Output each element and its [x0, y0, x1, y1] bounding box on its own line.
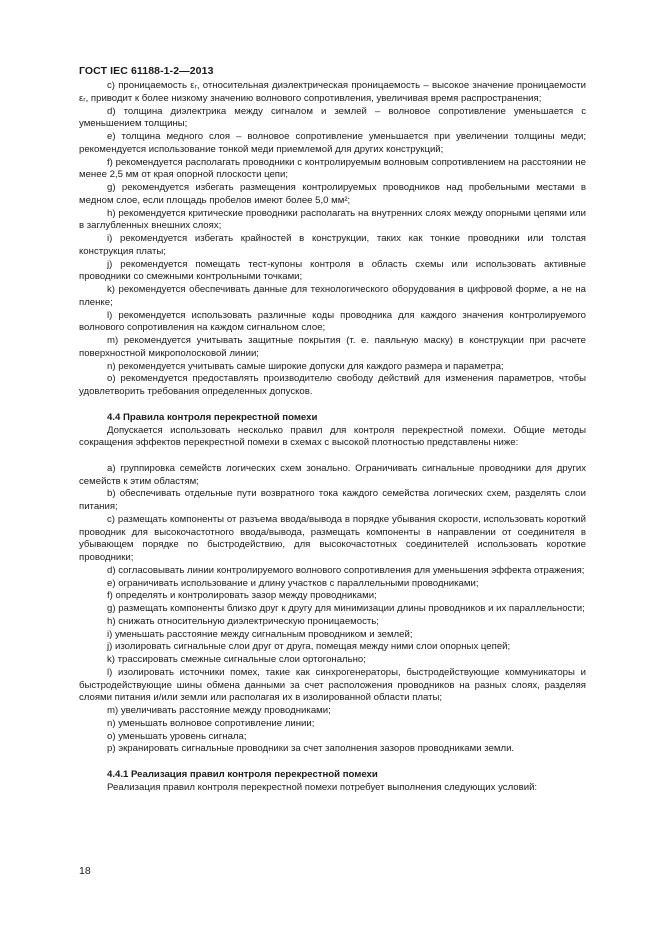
list1-item-e: e) толщина медного слоя – волновое сопротивление уменьшается при увеличении толщины меди; рекомендуется использование тонкой меди приемлемой для других конструкций; — [79, 131, 586, 155]
section-4-4-1-intro: Реализация правил контроля перекрестной помехи потребует выполнения следующих условий: — [107, 781, 538, 793]
list2-item-i: i) уменьшать расстояние между сигнальным проводником и землей; — [107, 628, 413, 640]
list1-item-m: m) рекомендуется учитывать защитные покрытия (т. е. паяльную маску) в конструкции при расчете поверхностной микрополосковой линии; — [79, 335, 586, 359]
list2-item-h: h) снижать относительную диэлектрическую проницаемость; — [107, 615, 379, 627]
list2-item-p: p) экранировать сигнальные проводники за счет заполнения зазоров проводниками земли. — [107, 743, 515, 755]
document-body — [79, 80, 586, 795]
list2-item-o: o) уменьшать уровень сигнала; — [107, 730, 247, 742]
list2-item-f: f) определять и контролировать зазор между проводниками; — [107, 590, 377, 602]
section-4-4-title: 4.4 Правила контроля перекрестной помехи — [107, 411, 318, 423]
page-number: 18 — [79, 865, 91, 877]
list2-item-a: a) группировка семейств логических схем зонально. Ограничивать сигнальные проводники для других семейств к этим областям; — [79, 462, 586, 487]
section-4-4-intro: Допускается использовать несколько правил для контроля перекрестной помехи. Общие методы сокращения эффектов перекрестной помехи в схемах с высокой плотностью представлены ниже: — [79, 424, 586, 449]
list1-item-d: d) толщина диэлектрика между сигналом и землей – волновое сопротивление уменьшается с уменьшением толщины; — [79, 105, 586, 130]
document-header: ГОСТ IEC 61188-1-2—2013 — [79, 65, 214, 77]
list1-item-l: l) рекомендуется использовать различные коды проводника для каждого значения контролируемого волнового сопротивления на каждом сигнальном слое; — [79, 309, 586, 334]
list2-item-b: b) обеспечивать отдельные пути возвратного тока каждого семейства логических схем, разделять слои питания; — [79, 488, 586, 512]
list1-item-c: c) проницаемость εᵣ, относительная диэлектрическая проницаемость – высокое значение проницаемости εᵣ, приводит к более низкому значению волнового сопротивления, увеличивая время распространения; — [79, 80, 586, 104]
list2-item-d: d) согласовывать линии контролируемого волнового сопротивления для уменьшения эффекта отражения; — [107, 564, 585, 576]
section-4-4-1-title: 4.4.1 Реализация правил контроля перекрестной помехи — [107, 769, 378, 780]
list1-item-k: k) рекомендуется обеспечивать данные для технологического оборудования в цифровой форме, а не на пленке; — [79, 284, 586, 308]
list1-item-h: h) рекомендуется критические проводники располагать на внутренних слоях между опорными цепями или в заглубленных внешних слоях; — [79, 207, 586, 232]
list2-item-l: l) изолировать источники помех, такие как синхрогенераторы, быстродействующие коммуникаторы и быстродействующие шины обмена данными за счет расположения проводников на разных слоях, разделяя слоями питания и/или земли или располагая их в изолированной области платы; — [79, 666, 586, 704]
list2-item-k: k) трассировать смежные сигнальные слои ортогонально; — [107, 654, 366, 665]
list1-item-g: g) рекомендуется избегать размещения контролируемых проводников над пробельными местами в медном слое, если площадь пробелов имеют более 5,0 мм²; — [79, 182, 586, 206]
list2-item-e: e) ограничивать использование и длину участков с параллельными проводниками; — [107, 577, 479, 589]
list2-item-g: g) размещать компоненты близко друг к другу для минимизации длины проводников и их параллельности; — [107, 603, 585, 614]
list2-item-n: n) уменьшать волновое сопротивление линии; — [107, 717, 315, 729]
list2-item-c: c) размещать компоненты от разъема ввода/вывода в порядке убывания скорости, использовать короткий проводник для высокочастотного ввода/вывода, размещать компоненты в направлении от соединителя в убывающем порядке по быстродействию, для высокочастотных соединителей использовать короткие проводники; — [79, 513, 586, 563]
list1-item-n: n) рекомендуется учитывать самые широкие допуски для каждого размера и параметра; — [107, 360, 504, 372]
list1-item-j: j) рекомендуется помещать тест-купоны контроля в область схемы или использовать активные проводники со смежными контрольными точками; — [79, 258, 586, 283]
list2-item-m: m) увеличивать расстояние между проводниками; — [107, 705, 331, 716]
list1-item-o: o) рекомендуется предоставлять производителю свободу действий для изменения параметров, чтобы удовлетворить требования определенных допусков. — [79, 373, 586, 397]
list1-item-f: f) рекомендуется располагать проводники с контролируемым волновым сопротивлением на расстоянии не менее 2,5 мм от края опорной плоскости цепи; — [79, 156, 586, 181]
list2-item-j: j) изолировать сигнальные слои друг от друга, помещая между ними слои опорных цепей; — [107, 641, 511, 653]
list1-item-i: i) рекомендуется избегать крайностей в конструкции, таких как тонкие проводники или толстая конструкция платы; — [79, 233, 586, 257]
